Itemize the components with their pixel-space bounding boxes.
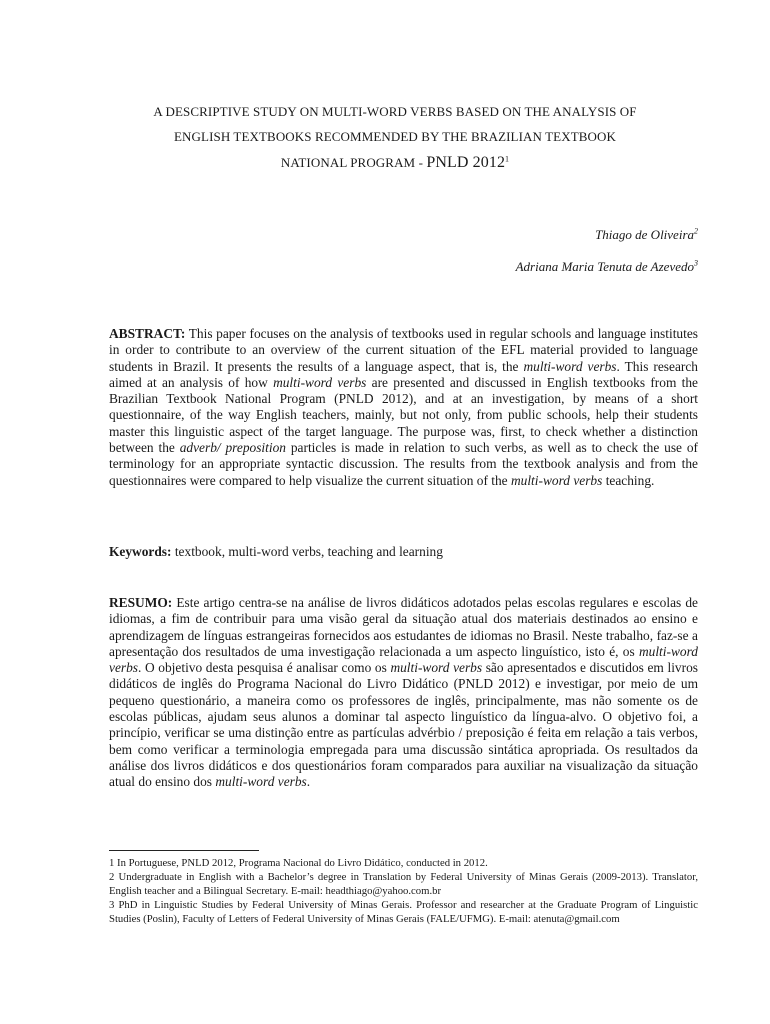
footnote-2 — [109, 871, 698, 898]
abstract-term-4: multi-word verbs — [510, 472, 603, 488]
footnote-3 — [109, 899, 698, 926]
resumo-paragraph — [109, 595, 698, 791]
footnote-divider — [109, 850, 259, 851]
resumo-text-2: . O objetivo desta pesquisa é analisar como os — [138, 660, 391, 676]
abstract-paragraph — [109, 326, 698, 489]
title-footnote-marker: 1 — [505, 154, 510, 164]
author-1 — [595, 227, 698, 243]
author-1-note: 2 — [694, 226, 698, 236]
resumo-text-1: Este artigo centra-se na análise de livros didáticos adotados pelas escolas regulares e escolas de idiomas, a fim de contribuir para uma visão geral da situação atual dos materiais destinados ao ensino e aprendizagem de línguas estrangeiras fornecidos aos estudantes de idiomas no Brasil. Neste trabalho, faz-se a apresentação dos resultados de uma investigação relacionada a um aspecto linguístico, isto é, os — [109, 595, 698, 659]
footnote-2-num: 2 — [109, 871, 115, 883]
author-2 — [516, 259, 698, 275]
resumo-label: RESUMO: — [109, 595, 173, 610]
abstract-label: ABSTRACT: — [109, 326, 186, 341]
title-line-3-text: NATIONAL PROGRAM - — [280, 155, 427, 170]
author-2-name: Adriana Maria Tenuta de Azevedo — [515, 259, 694, 274]
footnote-1-text: In Portuguese, PNLD 2012, Programa Nacional do Livro Didático, conducted in 2012. — [114, 857, 488, 869]
keywords-paragraph — [109, 544, 698, 560]
abstract-text-5: teaching. — [602, 472, 655, 488]
footnote-3-num: 3 — [109, 899, 115, 911]
footnote-1 — [109, 857, 698, 871]
footnote-2-text: Undergraduate in English with a Bachelor’s degree in Translation by Federal University of Minas Gerais (2009-2013). Translator, English teacher and a Bilingual Secretary. E-mail: headthiago@yahoo.com.br — [109, 871, 698, 897]
keywords-text: textbook, multi-word verbs, teaching and learning — [171, 544, 443, 559]
keywords-label: Keywords: — [109, 544, 172, 559]
author-2-note: 3 — [694, 258, 698, 268]
abstract-term-1: multi-word verbs — [523, 358, 617, 374]
title-line-1: A DESCRIPTIVE STUDY ON MULTI-WORD VERBS BASED ON THE ANALYSIS OF — [153, 104, 637, 119]
abstract-text-3: are presented and discussed in English textbooks from the Brazilian Textbook National Program (PNLD 2012), and at an investigation, by means of a short questionnaire, of the way English teachers, mainly, but not only, from public schools, help their students master this linguistic aspect of the target language. The purpose was, first, to check whether a distinction between the — [109, 374, 698, 456]
resumo-term-2: multi-word verbs — [390, 660, 483, 676]
abstract-term-2: multi-word verbs — [273, 374, 367, 390]
resumo-text-3: são apresentados e discutidos em livros didáticos de inglês do Programa Nacional do Livro Didático (PNLD 2012) e investigar, por meio de um pequeno questionário, a maneira como os professores de inglês, principalmente, mas não somente os de escolas públicas, ajudam seus alunos a dominar tal aspecto linguístico da língua-alvo. O objetivo foi, a princípio, verificar se uma distinção entre as partículas advérbio / preposição é feita em relação a tais verbos, bem como verificar a terminologia empregada para uma discussão sintática apropriada. Os resultados da análise dos livros didáticos e dos questionários foram comparados para auxiliar na visualização da situação atual do ensino dos — [109, 660, 698, 790]
title-line-3 — [100, 154, 690, 172]
abstract-text-1: This paper focuses on the analysis of textbooks used in regular schools and language institutes in order to contribute to an overview of the current situation of the EFL material provided to language students in Brazil. It presents the results of a language aspect, that is, the — [109, 326, 698, 374]
author-1-name: Thiago de Oliveira — [595, 227, 694, 242]
abstract-text-4: particles is made in relation to such verbs, as well as to check the use of terminology for an appropriate syntactic discussion. The results from the textbook analysis and from the questionnaires were compared to help visualize the current situation of the — [109, 440, 699, 488]
footnote-3-text: PhD in Linguistic Studies by Federal University of Minas Gerais. Professor and researcher at the Graduate Program of Linguistic Studies (Poslin), Faculty of Letters of Federal University of Minas Gerais (FALE/UFMG). E-mail: atenuta@gmail.com — [109, 899, 698, 925]
title-line-2: ENGLISH TEXTBOOKS RECOMMENDED BY THE BRAZILIAN TEXTBOOK — [174, 129, 616, 144]
abstract-term-3: adverb/ preposition — [179, 440, 286, 456]
footnote-1-num: 1 — [109, 857, 115, 869]
title-pnld: PNLD 2012 — [426, 154, 506, 171]
abstract-text-2: . This research aimed at an analysis of how — [109, 358, 698, 390]
resumo-term-3: multi-word verbs — [215, 774, 307, 790]
resumo-term-1: multi-word verbs — [109, 643, 698, 676]
resumo-text-4: . — [306, 774, 311, 790]
